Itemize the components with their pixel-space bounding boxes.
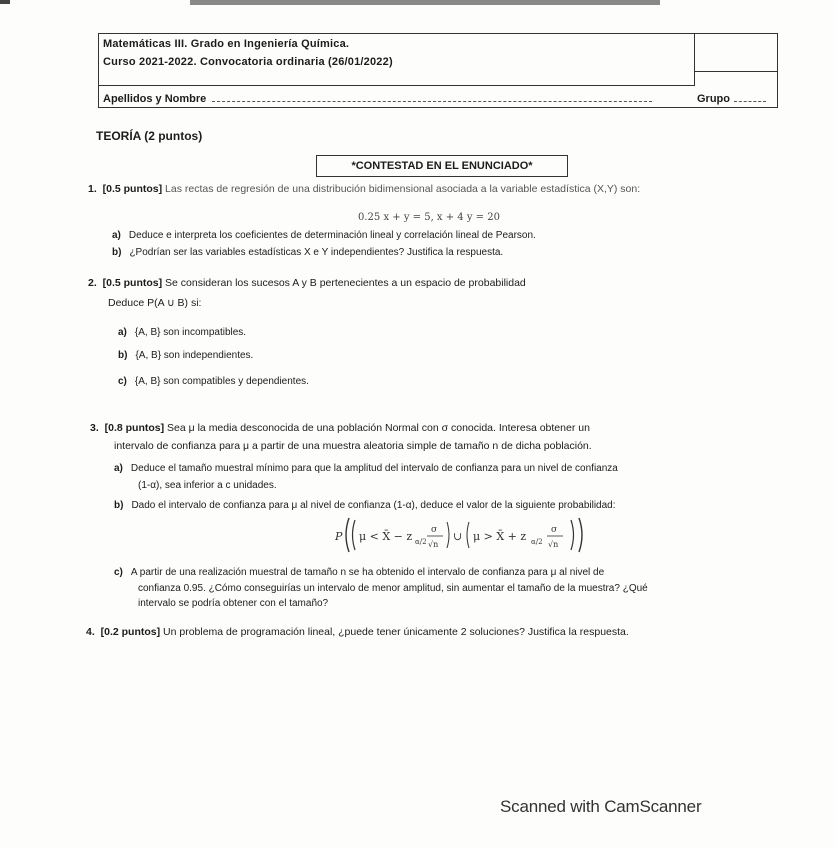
question-2 <box>88 277 526 290</box>
q1-text: Las rectas de regresión de una distribución bidimensional asociada a la variable estadística (X,Y) son: <box>165 183 641 195</box>
q3-sub-a <box>114 462 618 475</box>
q3c-text-line3: intervalo se podría obtener con el tamaño? <box>138 598 329 609</box>
svg-text:√n: √n <box>548 540 559 549</box>
score-cell <box>695 34 777 72</box>
q2-sub-c <box>118 375 309 388</box>
svg-text:μ < X̄ − z: μ < X̄ − z <box>359 530 413 543</box>
q1-sub-b <box>112 246 503 259</box>
q3a-label: a) <box>114 463 123 474</box>
q1-number: 1. <box>88 183 97 195</box>
q1a-text: Deduce e interpreta los coeficientes de determinación lineal y correlación lineal de Pearson. <box>128 230 536 241</box>
q1b-text: ¿Podrían ser las variables estadísticas X e Y independientes? Justifica la respuesta. <box>129 247 504 258</box>
q4-text: Un problema de programación lineal, ¿puede tener únicamente 2 soluciones? Justifica la respuesta. <box>163 626 629 638</box>
answer-banner: *CONTESTAD EN EL ENUNCIADO* <box>316 155 568 177</box>
q4-points: [0.2 puntos] <box>100 626 161 638</box>
probability-formula <box>335 512 595 558</box>
q3-points: [0.8 puntos] <box>104 422 165 434</box>
q2b-text: {A, B} son independientes. <box>135 350 254 361</box>
q4-number: 4. <box>86 626 95 638</box>
question-1 <box>88 183 640 196</box>
q2c-text: {A, B} son compatibles y dependientes. <box>134 376 309 387</box>
q3a-text-line2: (1-α), sea inferior a c unidades. <box>138 480 277 491</box>
q2-sub-b <box>118 349 253 362</box>
name-blank <box>212 93 652 102</box>
svg-text:√n: √n <box>428 540 439 549</box>
name-field <box>103 93 652 105</box>
svg-text:∪: ∪ <box>453 530 463 543</box>
scan-top-edge <box>190 0 660 5</box>
q2-prompt: Deduce P(A ∪ B) si: <box>108 297 202 309</box>
question-4 <box>86 626 629 639</box>
exam-session: Curso 2021-2022. Convocatoria ordinaria (26/01/2022) <box>103 56 393 68</box>
course-title: Matemáticas III. Grado en Ingeniería Química. <box>103 38 350 50</box>
q3-sub-c <box>114 566 604 579</box>
q1-points: [0.5 puntos] <box>102 183 163 195</box>
q2a-text: {A, B} son incompatibles. <box>134 327 247 338</box>
q3c-label: c) <box>114 567 123 578</box>
q3-text: Sea μ la media desconocida de una población Normal con σ conocida. Interesa obtener un <box>167 422 590 434</box>
svg-text:α/2: α/2 <box>531 538 543 546</box>
q3-text-line2: intervalo de confianza para μ a partir de una muestra aleatoria simple de tamaño n de dicha población. <box>114 440 592 452</box>
svg-text:P: P <box>335 530 343 543</box>
section-title: TEORÍA (2 puntos) <box>96 129 203 143</box>
q3b-text: Dado el intervalo de confianza para μ al nivel de confianza (1-α), deduce el valor de la siguiente probabilidad: <box>131 500 616 511</box>
q2c-label: c) <box>118 376 127 387</box>
svg-text:μ > X̄ + z: μ > X̄ + z <box>473 530 527 543</box>
q3c-text-line2: confianza 0.95. ¿Cómo conseguirías un intervalo de menor amplitud, sin aumentar el tamaño de la muestra? ¿Qué <box>138 583 648 594</box>
q2b-label: b) <box>118 350 128 361</box>
q3b-label: b) <box>114 500 124 511</box>
question-3 <box>90 422 590 435</box>
camscanner-watermark: Scanned with CamScanner <box>500 797 702 816</box>
q1a-label: a) <box>112 230 121 241</box>
q2-number: 2. <box>88 277 97 289</box>
q3-number: 3. <box>90 422 99 434</box>
q3a-text: Deduce el tamaño muestral mínimo para que la amplitud del intervalo de confianza para un nivel de confianza <box>130 463 618 474</box>
q3-sub-b <box>114 499 616 512</box>
header-title-cell <box>99 34 695 86</box>
q2-points: [0.5 puntos] <box>102 277 163 289</box>
q1b-label: b) <box>112 247 122 258</box>
q3c-text: A partir de una realización muestral de tamaño n se ha obtenido el intervalo de confianza para μ al nivel de <box>130 567 605 578</box>
group-label: Grupo <box>697 93 730 105</box>
group-blank <box>734 93 766 102</box>
q2-sub-a <box>118 326 246 339</box>
svg-text:σ: σ <box>431 525 438 535</box>
svg-text:σ: σ <box>551 525 558 535</box>
group-field <box>697 93 766 105</box>
exam-header-box <box>98 33 778 108</box>
q1-regression-lines: 0.25 x + y = 5, x + 4 y = 20 <box>358 212 500 223</box>
scan-corner-mark <box>0 0 10 4</box>
q2-text: Se consideran los sucesos A y B pertenecientes a un espacio de probabilidad <box>165 277 526 289</box>
q1-sub-a <box>112 229 536 242</box>
svg-text:α/2: α/2 <box>415 538 427 546</box>
q2a-label: a) <box>118 327 127 338</box>
name-label: Apellidos y Nombre <box>103 93 207 105</box>
